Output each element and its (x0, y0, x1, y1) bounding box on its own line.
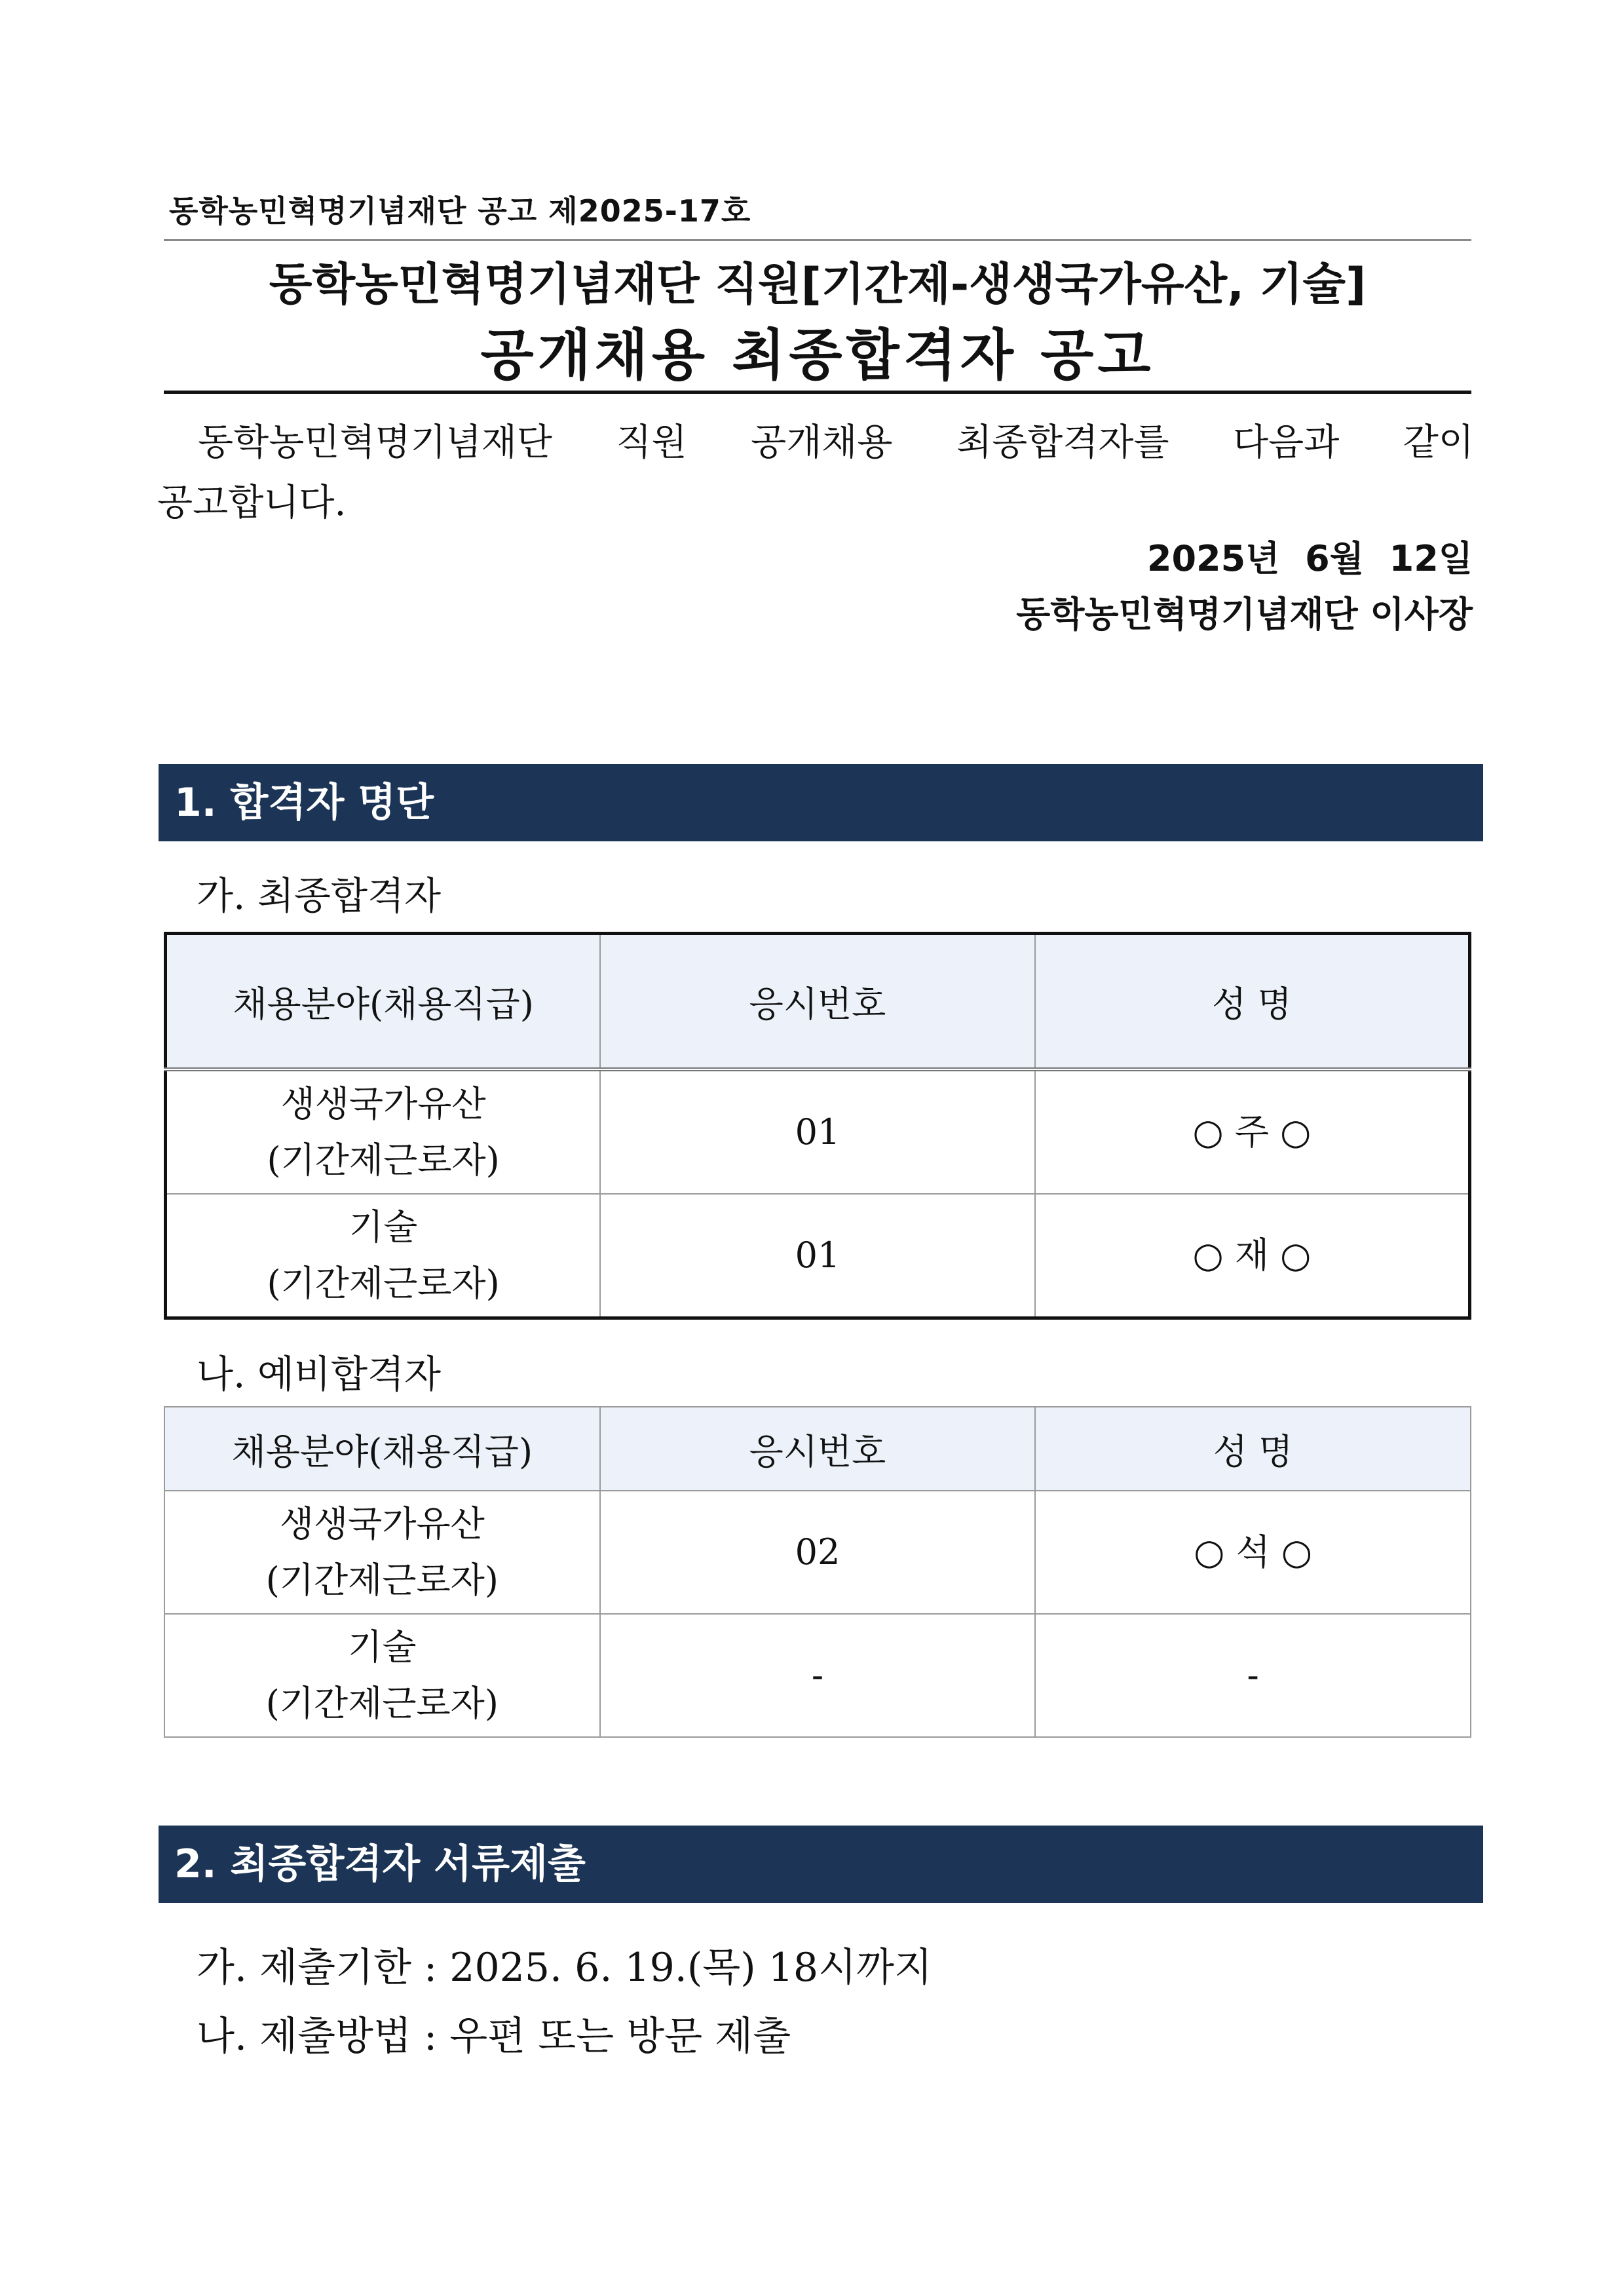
field-name: 생생국가유산 (279, 1503, 485, 1544)
field-cell (164, 1491, 600, 1614)
intro-word: 같이 (1403, 421, 1474, 464)
column-header-field: 채용분야(채용직급) (166, 934, 601, 1070)
table-row (166, 1069, 1470, 1194)
applicant-number: 01 (600, 1069, 1035, 1194)
reserve-passers-label: 나. 예비합격자 (197, 1352, 442, 1396)
notice-date: 2025년 6월 12일 (1146, 538, 1473, 579)
field-cell (166, 1069, 601, 1194)
field-name: 기술 (348, 1626, 417, 1668)
applicant-number: - (600, 1614, 1036, 1737)
issuer-name: 동학농민혁명기념재단 이사장 (1016, 594, 1473, 635)
field-cell (166, 1194, 601, 1318)
table-header-row (164, 1407, 1471, 1491)
final-passers-label: 가. 최종합격자 (197, 873, 442, 918)
title-divider (164, 391, 1471, 394)
section-1-header: 1. 합격자 명단 (159, 764, 1483, 841)
applicant-name: ○ 재 ○ (1035, 1194, 1470, 1318)
intro-word: 최종합격자를 (956, 421, 1169, 464)
document-title-line2: 공개채용 최종합격자 공고 (480, 323, 1155, 387)
field-name: 생생국가유산 (280, 1083, 486, 1124)
field-grade: (기간제근로자) (265, 1683, 499, 1724)
column-header-number: 응시번호 (600, 1407, 1036, 1491)
applicant-number: 02 (600, 1491, 1036, 1614)
final-passers-table (164, 932, 1471, 1320)
field-name: 기술 (349, 1206, 418, 1248)
table-row (164, 1614, 1471, 1737)
column-header-number: 응시번호 (600, 934, 1035, 1070)
section-2-header: 2. 최종합격자 서류제출 (159, 1826, 1483, 1903)
applicant-name: ○ 석 ○ (1035, 1491, 1471, 1614)
intro-word: 직원 (616, 421, 687, 464)
intro-line2: 공고합니다. (157, 482, 347, 524)
submission-deadline: 가. 제출기한 : 2025. 6. 19.(목) 18시까지 (197, 1945, 932, 1991)
field-grade: (기간제근로자) (265, 1559, 499, 1601)
intro-paragraph (157, 413, 1474, 533)
table-row (164, 1491, 1471, 1614)
applicant-name: - (1035, 1614, 1471, 1737)
field-grade: (기간제근로자) (267, 1263, 500, 1304)
intro-word: 동학농민혁명기념재단 (198, 421, 552, 464)
notice-number: 동학농민혁명기념재단 공고 제2025-17호 (169, 193, 751, 229)
column-header-name: 성 명 (1035, 934, 1470, 1070)
intro-line1 (157, 413, 1474, 473)
field-cell (164, 1614, 600, 1737)
column-header-field: 채용분야(채용직급) (164, 1407, 600, 1491)
intro-word: 공개채용 (751, 421, 893, 464)
reserve-passers-table (164, 1406, 1471, 1738)
table-row (166, 1194, 1470, 1318)
document-title-line1: 동학농민혁명기념재단 직원[기간제-생생국가유산, 기술] (269, 259, 1367, 311)
applicant-name: ○ 주 ○ (1035, 1069, 1470, 1194)
field-grade: (기간제근로자) (267, 1139, 500, 1181)
applicant-number: 01 (600, 1194, 1035, 1318)
submission-method: 나. 제출방법 : 우편 또는 방문 제출 (197, 2014, 791, 2059)
table-header-row (166, 934, 1470, 1070)
intro-word: 다음과 (1233, 421, 1340, 464)
header-divider (164, 239, 1471, 241)
column-header-name: 성 명 (1035, 1407, 1471, 1491)
